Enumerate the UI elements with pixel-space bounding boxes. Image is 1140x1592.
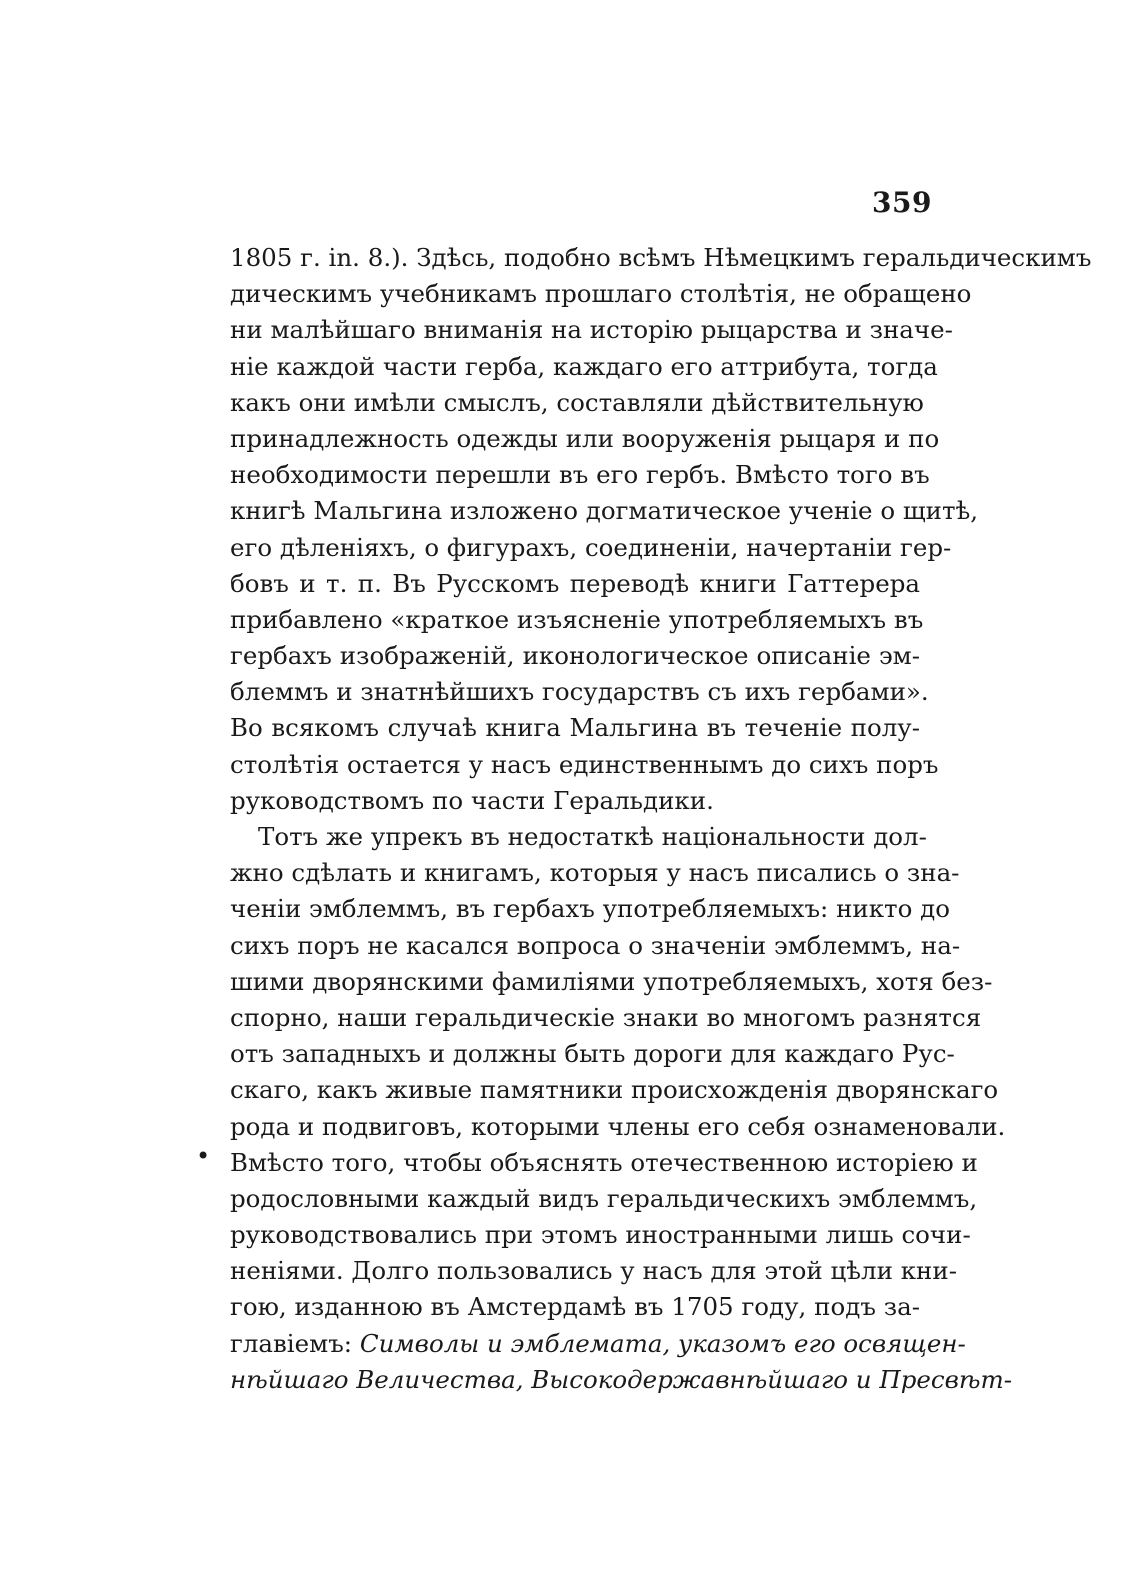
text-line: [230, 1253, 957, 1289]
text-line: [230, 891, 950, 927]
line-text: принадлежность одежды или вооруженія рыцаря и по: [230, 423, 940, 453]
text-line: [230, 855, 960, 891]
body-text: [230, 240, 1092, 1398]
line-text: дическимъ учебникамъ прошлаго столѣтія, не обращено: [230, 279, 972, 309]
line-text: прибавлено «краткое изъясненіе употребляемыхъ въ: [230, 604, 924, 634]
text-line: [230, 964, 993, 1000]
line-text: нѣйшаго Величества, Высокодержавнѣйшаго и Пресвѣт-: [230, 1364, 1013, 1394]
line-text: шими дворянскими фамиліями употребляемыхъ, хотя без-: [230, 966, 993, 996]
text-line: [230, 819, 927, 855]
text-line: [230, 928, 961, 964]
line-text: родословными каждый видъ геральдическихъ эмблеммъ,: [230, 1183, 978, 1213]
line-text: Во всякомъ случаѣ книга Мальгина въ теченіе полу-: [230, 713, 920, 743]
line-text: необходимости перешли въ его гербъ. Вмѣсто того въ: [230, 460, 930, 490]
line-text: гербахъ изображеній, иконологическое описаніе эм-: [230, 641, 920, 671]
line-text: ніе каждой части герба, каждаго его аттрибута, тогда: [230, 351, 938, 381]
text-line: [230, 674, 929, 710]
text-line: [230, 1326, 966, 1362]
line-text: сихъ поръ не касался вопроса о значеніи эмблеммъ, на-: [230, 930, 961, 960]
page-number: 359: [872, 186, 932, 219]
line-text: отъ западныхъ и должны быть дороги для каждаго Рус-: [230, 1039, 955, 1069]
text-line: [230, 493, 979, 529]
text-line: [230, 276, 972, 312]
line-text: 1805 г. in. 8.). Здѣсь, подобно всѣмъ Нѣмецкимъ геральдическимъ: [230, 243, 1092, 272]
line-text: ченіи эмблеммъ, въ гербахъ употребляемыхъ: никто до: [230, 894, 950, 924]
line-text: рода и подвиговъ, которыми члены его себя ознаменовали.: [230, 1111, 1006, 1141]
text-line: [230, 1145, 978, 1181]
line-text: блеммъ и знатнѣйшихъ государствъ съ ихъ гербами».: [230, 677, 929, 707]
line-text: Тотъ же упрекъ въ недостаткѣ національности дол-: [258, 822, 927, 851]
text-line: [230, 747, 939, 783]
margin-mark: •: [196, 1142, 211, 1170]
line-text: скаго, какъ живые памятники происхожденія дворянскаго: [230, 1075, 999, 1105]
text-line: [230, 385, 924, 421]
text-line: [230, 457, 930, 493]
text-line: [230, 638, 920, 674]
title-lead: главіемъ:: [230, 1328, 353, 1358]
text-line: [230, 1036, 955, 1072]
line-text: книгѣ Мальгина изложено догматическое ученіе о щитѣ,: [230, 496, 979, 526]
italic-title: Символы и эмблемата, указомъ его освящен-: [359, 1328, 966, 1358]
line-text: бовъ и т. п. Въ Русскомъ переводѣ книги Гаттерера: [230, 568, 920, 598]
line-text: гою, изданною въ Амстердамѣ въ 1705 году, подъ за-: [230, 1292, 920, 1322]
line-text: столѣтія остается у насъ единственнымъ до сихъ поръ: [230, 749, 939, 779]
text-line: [230, 349, 938, 385]
line-text: руководствовались при этомъ иностранными лишь сочи-: [230, 1220, 971, 1250]
text-line: [230, 602, 924, 638]
line-text: спорно, наши геральдическіе знаки во многомъ разнятся: [230, 1002, 982, 1032]
text-line: [230, 421, 940, 457]
line-text: неніями. Долго пользовались у насъ для этой цѣли кни-: [230, 1256, 957, 1286]
text-line: [230, 710, 920, 746]
text-line: [230, 1289, 920, 1325]
text-line: [230, 1072, 999, 1108]
text-line: [230, 312, 953, 348]
text-line: [230, 1109, 1006, 1145]
text-line: [230, 530, 952, 566]
text-line: [230, 1181, 978, 1217]
text-line: [230, 1000, 982, 1036]
line-text: ни малѣйшаго вниманія на исторію рыцарства и значе-: [230, 315, 953, 345]
text-line: [230, 1217, 971, 1253]
line-text: какъ они имѣли смыслъ, составляли дѣйствительную: [230, 387, 924, 417]
line-text: жно сдѣлать и книгамъ, которыя у насъ писались о зна-: [230, 858, 960, 888]
text-line: [230, 783, 920, 819]
line-text: его дѣленіяхъ, о фигурахъ, соединеніи, начертаніи гер-: [230, 532, 952, 562]
text-line: [230, 1362, 1013, 1398]
text-line: [230, 566, 920, 602]
line-text: руководствомъ по части Геральдики.: [230, 785, 714, 815]
text-line: [230, 240, 1092, 276]
line-text: Вмѣсто того, чтобы объяснять отечественною исторіею и: [230, 1147, 978, 1177]
